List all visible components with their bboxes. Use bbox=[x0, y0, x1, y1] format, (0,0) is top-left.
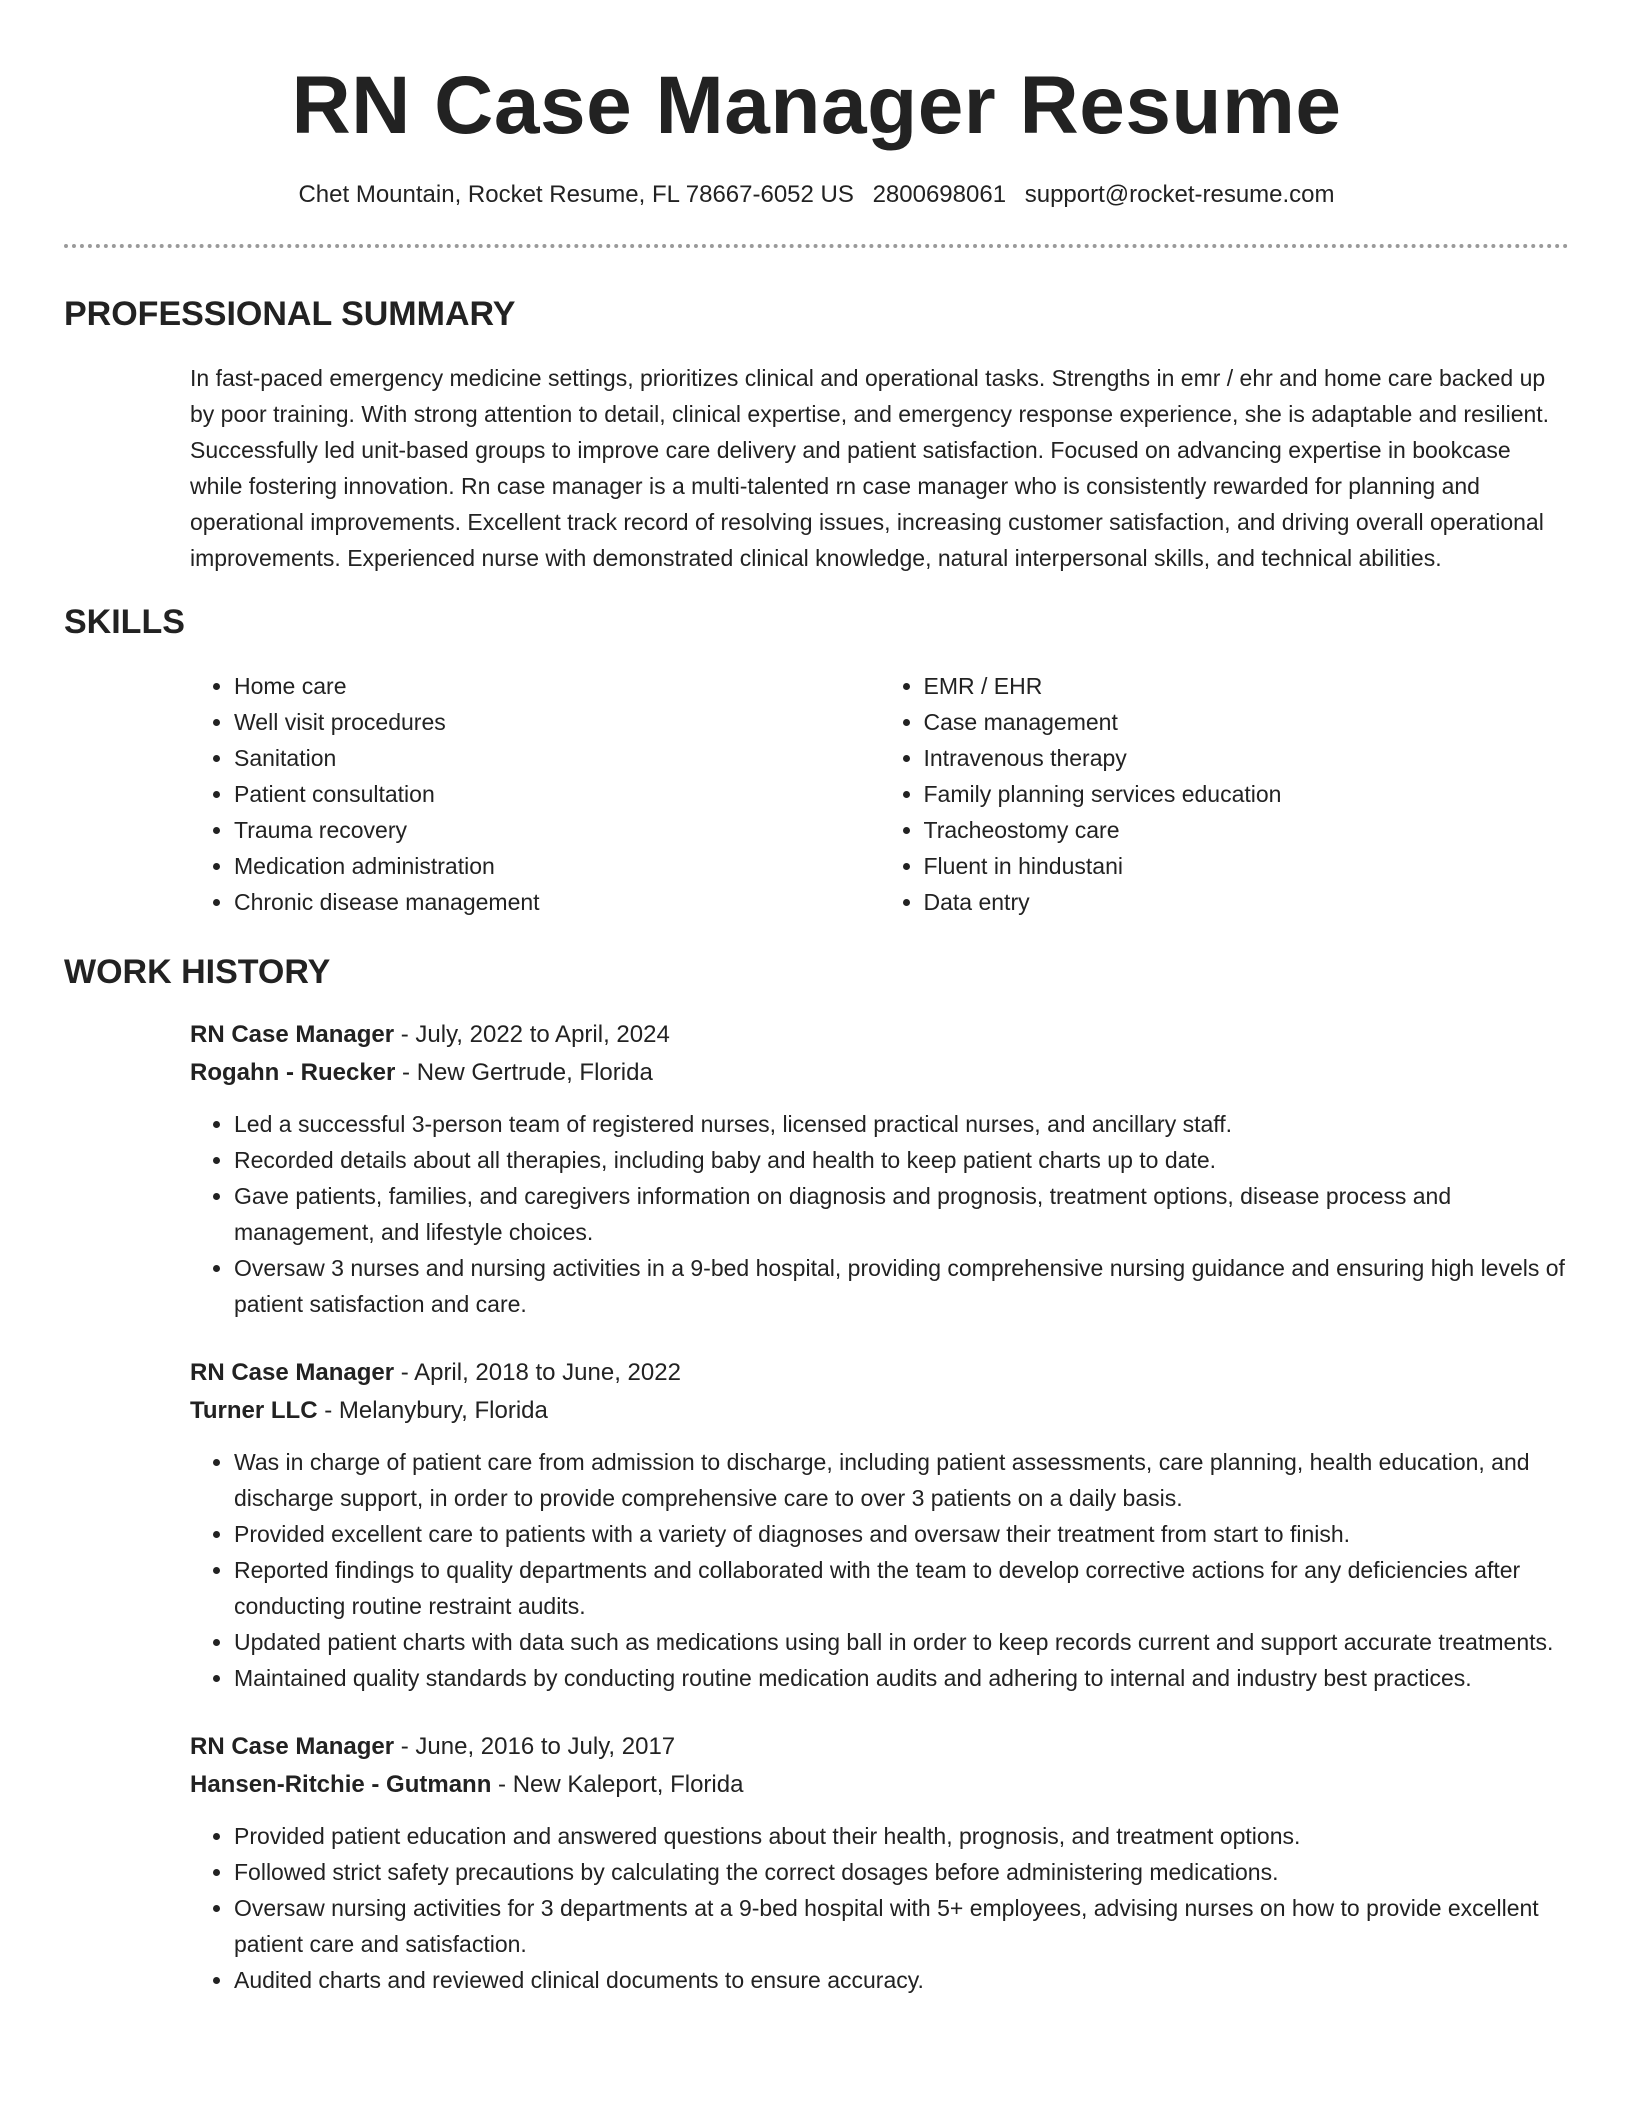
job-bullet: • Oversaw nursing activities for 3 departments at a 9-bed hospital with 5+ employees, advising nurses on how to provide excellent patient care and satisfaction. bbox=[234, 1890, 1569, 1962]
job-title: RN Case Manager bbox=[190, 1733, 395, 1760]
job-entry bbox=[190, 1016, 1569, 1322]
skill-item: • EMR / EHR bbox=[924, 668, 1570, 704]
work-history-heading: WORK HISTORY bbox=[64, 953, 331, 991]
job-company: Turner LLC bbox=[190, 1397, 318, 1424]
job-company-line bbox=[190, 1766, 1569, 1804]
skills-column-left bbox=[190, 668, 880, 920]
resume-page bbox=[64, 0, 1569, 1998]
job-title-line bbox=[190, 1354, 1569, 1392]
job-bullet: • Provided patient education and answered questions about their health, prognosis, and treatment options. bbox=[234, 1818, 1569, 1854]
job-bullet: • Reported findings to quality departments and collaborated with the team to develop corrective actions for any deficiencies after conducting routine restraint audits. bbox=[234, 1552, 1569, 1624]
skill-item: • Sanitation bbox=[234, 740, 880, 776]
skills-list bbox=[190, 668, 1569, 920]
contact-address: Chet Mountain, Rocket Resume, FL 78667-6052 US bbox=[298, 181, 854, 208]
skill-item: • Family planning services education bbox=[924, 776, 1570, 812]
skill-item: • Case management bbox=[924, 704, 1570, 740]
job-bullet: • Gave patients, families, and caregivers information on diagnosis and prognosis, treatment options, disease process and management, and lifestyle choices. bbox=[234, 1178, 1569, 1250]
job-entry bbox=[190, 1354, 1569, 1696]
job-location: - Melanybury, Florida bbox=[317, 1397, 548, 1424]
skill-item: • Tracheostomy care bbox=[924, 812, 1570, 848]
job-dates: - June, 2016 to July, 2017 bbox=[394, 1733, 676, 1760]
job-bullet: • Oversaw 3 nurses and nursing activities in a 9-bed hospital, providing comprehensive nursing guidance and ensuring high levels of patient satisfaction and care. bbox=[234, 1250, 1569, 1322]
skill-item: • Medication administration bbox=[234, 848, 880, 884]
job-location: - New Gertrude, Florida bbox=[395, 1059, 653, 1086]
header-divider bbox=[64, 244, 1569, 248]
job-bullets bbox=[190, 1818, 1569, 1998]
contact-phone: 2800698061 bbox=[872, 181, 1007, 208]
job-bullets bbox=[190, 1444, 1569, 1696]
job-entry bbox=[190, 1728, 1569, 1998]
skills-heading: SKILLS bbox=[64, 603, 185, 641]
job-title-line bbox=[190, 1016, 1569, 1054]
summary-text: In fast-paced emergency medicine settings, prioritizes clinical and operational tasks. Strengths in emr / ehr and home care backed up by poor training. With strong attention to detail, clinical expertise, and emergency response experience, she is adaptable and resilient. Successfully led unit-based groups to improve care delivery and patient satisfaction. Focused on advancing expertise in bookcase while fostering innovation. Rn case manager is a multi-talented rn case manager who is consistently rewarded for planning and operational improvements. Excellent track record of resolving issues, increasing customer satisfaction, and driving overall operational improvements. Experienced nurse with demonstrated clinical knowledge, natural interpersonal skills, and technical abilities. bbox=[190, 365, 1550, 571]
skill-item: • Patient consultation bbox=[234, 776, 880, 812]
job-dates: - April, 2018 to June, 2022 bbox=[394, 1359, 681, 1386]
job-dates: - July, 2022 to April, 2024 bbox=[394, 1021, 670, 1048]
skill-item: • Home care bbox=[234, 668, 880, 704]
job-title: RN Case Manager bbox=[190, 1359, 395, 1386]
job-company-line bbox=[190, 1392, 1569, 1430]
summary-heading: PROFESSIONAL SUMMARY bbox=[64, 295, 516, 333]
skills-column-right bbox=[880, 668, 1570, 920]
resume-title: RN Case Manager Resume bbox=[291, 60, 1342, 151]
job-location: - New Kaleport, Florida bbox=[491, 1771, 744, 1798]
skill-item: • Trauma recovery bbox=[234, 812, 880, 848]
contact-email: support@rocket-resume.com bbox=[1024, 181, 1335, 208]
job-company: Rogahn - Ruecker bbox=[190, 1059, 396, 1086]
job-title: RN Case Manager bbox=[190, 1021, 395, 1048]
job-bullet: • Followed strict safety precautions by calculating the correct dosages before administering medications. bbox=[234, 1854, 1569, 1890]
job-bullets bbox=[190, 1106, 1569, 1322]
skill-item: • Well visit procedures bbox=[234, 704, 880, 740]
skill-item: • Chronic disease management bbox=[234, 884, 880, 920]
job-bullet: • Provided excellent care to patients with a variety of diagnoses and oversaw their treatment from start to finish. bbox=[234, 1516, 1569, 1552]
job-bullet: • Recorded details about all therapies, including baby and health to keep patient charts up to date. bbox=[234, 1142, 1569, 1178]
job-title-line bbox=[190, 1728, 1569, 1766]
job-bullet: • Updated patient charts with data such as medications using ball in order to keep records current and support accurate treatments. bbox=[234, 1624, 1569, 1660]
job-company: Hansen-Ritchie - Gutmann bbox=[190, 1771, 492, 1798]
job-bullet: • Was in charge of patient care from admission to discharge, including patient assessments, care planning, health education, and discharge support, in order to provide comprehensive care to over 3 patients on a daily basis. bbox=[234, 1444, 1569, 1516]
skill-item: • Fluent in hindustani bbox=[924, 848, 1570, 884]
skill-item: • Intravenous therapy bbox=[924, 740, 1570, 776]
skill-item: • Data entry bbox=[924, 884, 1570, 920]
job-bullet: • Led a successful 3-person team of registered nurses, licensed practical nurses, and ancillary staff. bbox=[234, 1106, 1569, 1142]
job-bullet: • Maintained quality standards by conducting routine medication audits and adhering to internal and industry best practices. bbox=[234, 1660, 1569, 1696]
contact-line bbox=[64, 180, 1569, 210]
job-bullet: • Audited charts and reviewed clinical documents to ensure accuracy. bbox=[234, 1962, 1569, 1998]
job-company-line bbox=[190, 1054, 1569, 1092]
